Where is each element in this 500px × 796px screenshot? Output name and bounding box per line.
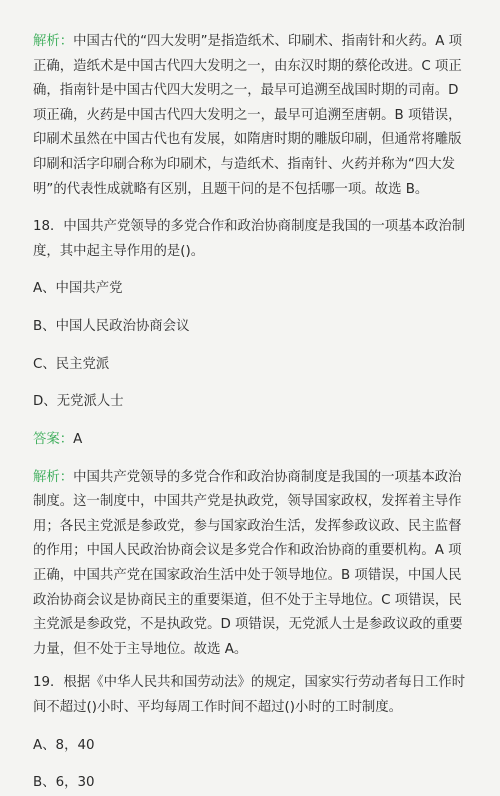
analysis-18 xyxy=(33,466,470,663)
analysis-text: 中国共产党领导的多党合作和政治协商制度是我国的一项基本政治制度。这一制度中，中国共产党是执政党，领导国家政权，发挥着主导作用；各民主党派是参政党，参与国家政治生活，发挥参政议政、民主监督的作用；中国人民政治协商会议是多党合作和政治协商的重要机构。A 项正确，中国共产党在国家政治生活中处于领导地位。B 项错误，中国人民政治协商会议是协商民主的重要渠道，但不处于主导地位。C 项错误，民主党派是参政党，不是执政党。D 项错误，无党派人士是参政议政的重要力量，但不处于主导地位。故选 A。 xyxy=(33,469,463,657)
q19-option-a: A、8，40 xyxy=(33,737,95,753)
analysis-label: 解析： xyxy=(33,34,74,49)
answer-value: A xyxy=(73,431,83,447)
q18-option-b: B、中国人民政治协商会议 xyxy=(33,318,190,334)
q19-option-b: B、6，30 xyxy=(33,775,95,791)
analysis-17 xyxy=(33,30,470,202)
analysis-text: 中国古代的“四大发明”是指造纸术、印刷术、指南针和火药。A 项正确，造纸术是中国古代四大发明之一，由东汉时期的蔡伦改进。C 项正确，指南针是中国古代四大发明之一，最早可追溯至战国时期的司南。D 项正确，火药是中国古代四大发明之一，最早可追溯至唐朝。B 项错误，印刷术虽然在中国古代也有发展，如隋唐时期的雕版印刷，但通常将雕版印刷和活字印刷合称为印刷术，与造纸术、指南针、火药并称为“四大发明”的代表性成就略有区别，且题干问的是不包括哪一项。故选 B。 xyxy=(33,34,463,197)
q18-option-d: D、无党派人士 xyxy=(33,394,124,410)
question-19-stem: 19．根据《中华人民共和国劳动法》的规定，国家实行劳动者每日工作时间不超过()小时、平均每周工作时间不超过()小时的工时制度。 xyxy=(33,675,466,716)
q18-option-a: A、中国共产党 xyxy=(33,281,123,297)
q18-option-c: C、民主党派 xyxy=(33,356,110,372)
question-18-stem: 18．中国共产党领导的多党合作和政治协商制度是我国的一项基本政治制度，其中起主导作用的是()。 xyxy=(33,219,466,259)
q18-answer xyxy=(33,428,470,453)
analysis-label: 解析： xyxy=(33,469,74,485)
answer-label: 答案： xyxy=(33,431,74,447)
